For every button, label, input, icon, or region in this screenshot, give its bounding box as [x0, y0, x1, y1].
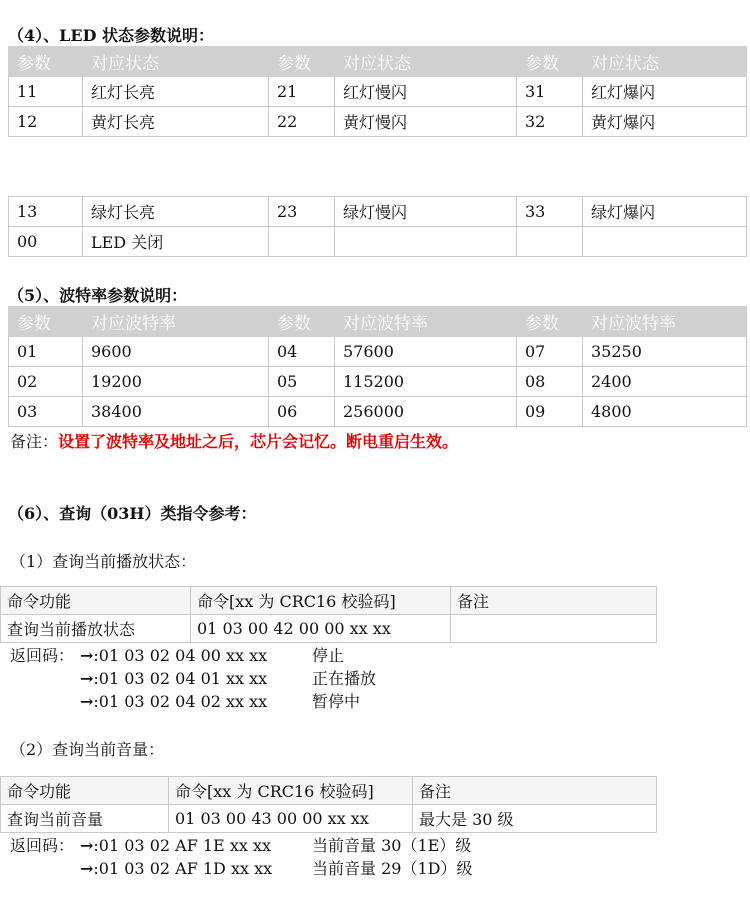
query-play-state-title: （1）查询当前播放状态：: [10, 552, 197, 571]
led-status-table: [8, 46, 747, 137]
table-cell: 33: [517, 197, 583, 227]
baud-section-title: （5）、波特率参数说明：: [8, 286, 188, 305]
return-code-line: [80, 859, 272, 879]
return-code: :01 03 02 AF 1E xx xx: [93, 836, 271, 855]
header-cell: 备注: [451, 587, 657, 615]
baud-rate-table: [8, 306, 747, 427]
table-cell: 57600: [335, 337, 517, 367]
table-row: [9, 367, 747, 397]
table-cell: 红灯长亮: [83, 77, 269, 107]
return-code: :01 03 02 04 01 xx xx: [93, 669, 268, 688]
table-header-row: [1, 587, 657, 615]
table-cell: 08: [517, 367, 583, 397]
led-section-title: （4）、LED 状态参数说明：: [8, 26, 215, 45]
table-cell: [269, 227, 335, 257]
table-row: [9, 337, 747, 367]
return-code-line: [80, 692, 267, 712]
header-cell: 对应波特率: [583, 307, 747, 337]
table-cell: 19200: [83, 367, 269, 397]
note-label: 备注：: [10, 432, 59, 451]
header-cell: 参数: [9, 307, 83, 337]
return-code-label: 返回码：: [10, 646, 75, 665]
return-code: :01 03 02 04 02 xx xx: [93, 692, 268, 711]
table-cell: 红灯慢闪: [335, 77, 517, 107]
query-play-state-table: [0, 586, 657, 643]
table-cell: 06: [269, 397, 335, 427]
table-cell: 32: [517, 107, 583, 137]
table-cell: LED 关闭: [83, 227, 269, 257]
table-cell: 绿灯爆闪: [583, 197, 747, 227]
table-row: [1, 805, 657, 833]
table-header-row: [9, 307, 747, 337]
return-code-desc: 暂停中: [312, 692, 361, 711]
table-cell: 2400: [583, 367, 747, 397]
table-row: [9, 397, 747, 427]
table-cell: 31: [517, 77, 583, 107]
table-cell: 09: [517, 397, 583, 427]
table-cell: 查询当前播放状态: [1, 615, 191, 643]
table-cell: 21: [269, 77, 335, 107]
return-code-desc: 正在播放: [312, 669, 377, 688]
header-cell: 对应波特率: [83, 307, 269, 337]
table-cell: 查询当前音量: [1, 805, 169, 833]
note-text: 设置了波特率及地址之后，芯片会记忆。断电重启生效。: [58, 432, 459, 451]
return-code-line: [80, 646, 267, 666]
header-cell: 命令[xx 为 CRC16 校验码]: [169, 777, 413, 805]
return-code-label: 返回码：: [10, 836, 75, 855]
table-cell: 4800: [583, 397, 747, 427]
arrow-icon: →: [80, 646, 94, 665]
table-cell: 01 03 00 42 00 00 xx xx: [191, 615, 451, 643]
table-cell: 05: [269, 367, 335, 397]
table-cell: 23: [269, 197, 335, 227]
table-cell: [451, 615, 657, 643]
table-cell: 01 03 00 43 00 00 xx xx: [169, 805, 413, 833]
table-header-row: [9, 47, 747, 77]
table-cell: 黄灯爆闪: [583, 107, 747, 137]
header-cell: 参数: [517, 47, 583, 77]
table-row: [9, 227, 747, 257]
return-code-line: [80, 669, 267, 689]
table-cell: 9600: [83, 337, 269, 367]
table-cell: 黄灯慢闪: [335, 107, 517, 137]
table-cell: [583, 227, 747, 257]
return-code-desc: 当前音量 29（1D）级: [312, 859, 473, 878]
table-cell: 256000: [335, 397, 517, 427]
table-cell: 35250: [583, 337, 747, 367]
return-code-desc: 当前音量 30（1E）级: [312, 836, 472, 855]
table-cell: [335, 227, 517, 257]
table-cell: 11: [9, 77, 83, 107]
table-cell: 04: [269, 337, 335, 367]
table-cell: 13: [9, 197, 83, 227]
query-volume-title: （2）查询当前音量：: [10, 740, 165, 759]
table-cell: 115200: [335, 367, 517, 397]
header-cell: 对应状态: [335, 47, 517, 77]
table-cell: 红灯爆闪: [583, 77, 747, 107]
header-cell: 命令功能: [1, 777, 169, 805]
header-cell: 参数: [517, 307, 583, 337]
header-cell: 命令功能: [1, 587, 191, 615]
table-row: [9, 77, 747, 107]
table-row: [9, 107, 747, 137]
header-cell: 对应波特率: [335, 307, 517, 337]
table-cell: 07: [517, 337, 583, 367]
baud-note: [10, 432, 458, 452]
arrow-icon: →: [80, 692, 94, 711]
return-code-line: [80, 836, 271, 856]
header-cell: 对应状态: [583, 47, 747, 77]
table-cell: 最大是 30 级: [413, 805, 657, 833]
led-status-table-continued: [8, 196, 747, 257]
return-code: :01 03 02 AF 1D xx xx: [93, 859, 273, 878]
header-cell: 参数: [269, 47, 335, 77]
table-cell: 黄灯长亮: [83, 107, 269, 137]
table-cell: 03: [9, 397, 83, 427]
table-cell: 38400: [83, 397, 269, 427]
query-section-title: （6）、查询（03H）类指令参考：: [8, 504, 257, 523]
header-cell: 参数: [9, 47, 83, 77]
header-cell: 备注: [413, 777, 657, 805]
arrow-icon: →: [80, 836, 94, 855]
return-code: :01 03 02 04 00 xx xx: [93, 646, 268, 665]
arrow-icon: →: [80, 859, 94, 878]
table-header-row: [1, 777, 657, 805]
table-cell: 绿灯长亮: [83, 197, 269, 227]
table-cell: 绿灯慢闪: [335, 197, 517, 227]
table-cell: 01: [9, 337, 83, 367]
return-code-desc: 停止: [312, 646, 345, 665]
table-cell: 12: [9, 107, 83, 137]
table-cell: 22: [269, 107, 335, 137]
table-cell: 02: [9, 367, 83, 397]
header-cell: 命令[xx 为 CRC16 校验码]: [191, 587, 451, 615]
query-volume-table: [0, 776, 657, 833]
table-cell: 00: [9, 227, 83, 257]
table-cell: [517, 227, 583, 257]
table-row: [1, 615, 657, 643]
arrow-icon: →: [80, 669, 94, 688]
header-cell: 参数: [269, 307, 335, 337]
header-cell: 对应状态: [83, 47, 269, 77]
table-row: [9, 197, 747, 227]
